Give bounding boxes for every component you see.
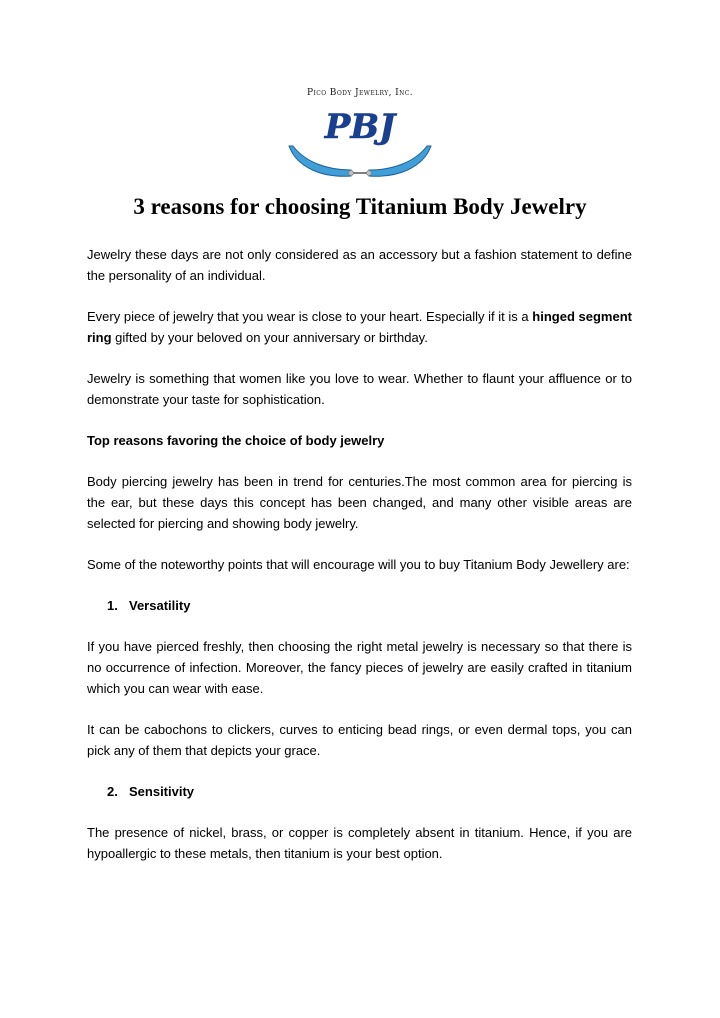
- item-label: Versatility: [129, 598, 191, 613]
- logo-letters: PBJ: [324, 107, 396, 147]
- numbered-item: [107, 595, 632, 616]
- item-label: Sensitivity: [129, 784, 195, 799]
- item-number: 2.: [107, 784, 118, 799]
- paragraph: Some of the noteworthy points that will encourage will you to buy Titanium Body Jewellery are:: [87, 557, 630, 572]
- paragraph: Jewelry is something that women like you love to wear. Whether to flaunt your affluence or to demonstrate your taste for sophistication.: [87, 371, 632, 407]
- pbj-logo-icon: [283, 102, 437, 184]
- section-heading: Top reasons favoring the choice of body jewelry: [87, 433, 385, 448]
- paragraph: [87, 306, 632, 348]
- paragraph-text: Every piece of jewelry that you wear is close to your heart. Especially if it is a: [87, 309, 533, 324]
- hinged-segment-ring-link[interactable]: hinged segment ring: [87, 309, 632, 345]
- logo-company-name: Pico Body Jewelry, Inc.: [307, 88, 413, 98]
- paragraph: Body piercing jewelry has been in trend for centuries.The most common area for piercing is the ear, but these days this concept has been changed, and many other visible areas are selected for piercing and showing body jewelry.: [87, 474, 632, 531]
- item-number: 1.: [107, 598, 118, 613]
- paragraph-text: gifted by your beloved on your anniversary or birthday.: [111, 330, 428, 345]
- company-logo: [283, 84, 437, 184]
- paragraph: If you have pierced freshly, then choosing the right metal jewelry is necessary so that there is no occurrence of infection. Moreover, the fancy pieces of jewelry are easily crafted in titanium which you can wear with ease.: [87, 639, 632, 696]
- numbered-item: [107, 781, 632, 802]
- article-body: [87, 244, 632, 884]
- paragraph: The presence of nickel, brass, or copper is completely absent in titanium. Hence, if you are hypoallergic to these metals, then titanium is your best option.: [87, 825, 632, 861]
- page-title: 3 reasons for choosing Titanium Body Jewelry: [133, 194, 587, 219]
- paragraph: Jewelry these days are not only considered as an accessory but a fashion statement to define the personality of an individual.: [87, 247, 632, 283]
- paragraph: It can be cabochons to clickers, curves to enticing bead rings, or even dermal tops, you can pick any of them that depicts your grace.: [87, 722, 632, 758]
